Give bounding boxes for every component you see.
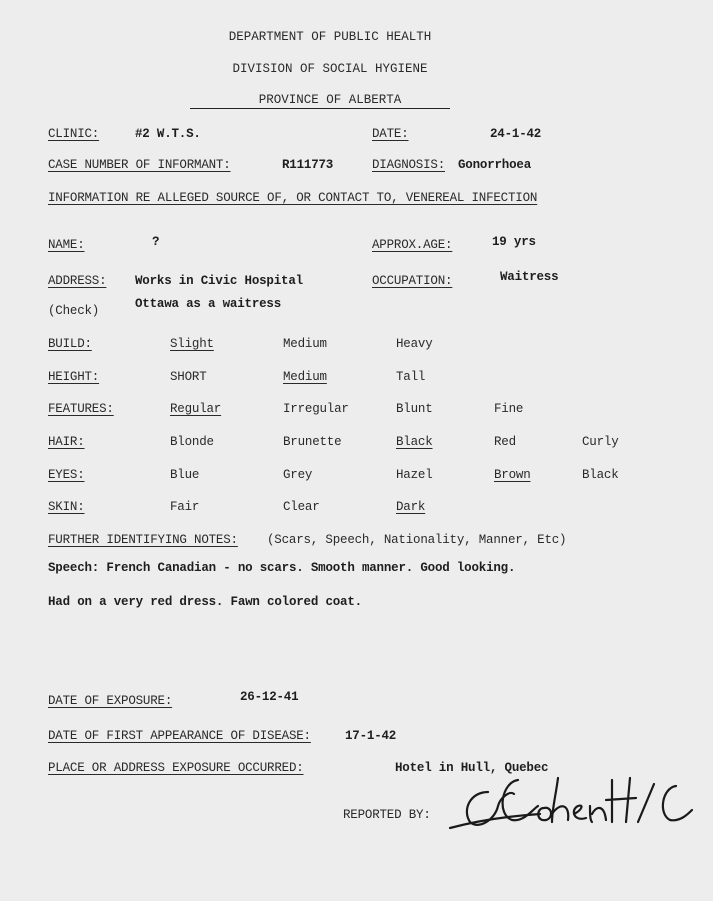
- occupation-label: OCCUPATION:: [372, 274, 453, 288]
- notes-label: FURTHER IDENTIFYING NOTES:: [48, 533, 238, 547]
- trait-option: Fine: [494, 402, 524, 416]
- trait-option: Fair: [170, 500, 200, 514]
- trait-option: Grey: [283, 468, 313, 482]
- clinic-label: CLINIC:: [48, 127, 100, 141]
- diagnosis-label: DIAGNOSIS:: [372, 158, 446, 172]
- trait-option: Clear: [283, 500, 320, 514]
- trait-label: FEATURES:: [48, 402, 114, 416]
- trait-option: Black: [582, 468, 619, 482]
- trait-option-selected: Dark: [396, 500, 426, 514]
- trait-label: HAIR:: [48, 435, 85, 449]
- trait-option: Brunette: [283, 435, 342, 449]
- diagnosis-value: Gonorrhoea: [458, 158, 532, 172]
- notes-hint: (Scars, Speech, Nationality, Manner, Etc): [267, 533, 567, 547]
- trait-option-selected: Black: [396, 435, 433, 449]
- trait-option: Heavy: [396, 337, 433, 351]
- first-appearance-label: DATE OF FIRST APPEARANCE OF DISEASE:: [48, 729, 311, 743]
- header-rule: [190, 108, 450, 109]
- case-label: CASE NUMBER OF INFORMANT:: [48, 158, 231, 172]
- info-heading: INFORMATION RE ALLEGED SOURCE OF, OR CONTACT TO, VENEREAL INFECTION: [48, 191, 538, 205]
- trait-option-selected: Regular: [170, 402, 222, 416]
- reported-by-label: REPORTED BY:: [343, 808, 431, 822]
- clinic-value: #2 W.T.S.: [135, 127, 201, 141]
- place-value: Hotel in Hull, Quebec: [395, 761, 549, 775]
- trait-option: Hazel: [396, 468, 433, 482]
- place-label: PLACE OR ADDRESS EXPOSURE OCCURRED:: [48, 761, 304, 775]
- trait-option: Medium: [283, 337, 327, 351]
- department-title: DEPARTMENT OF PUBLIC HEALTH: [228, 30, 432, 44]
- trait-option: Curly: [582, 435, 619, 449]
- trait-option-selected: Medium: [283, 370, 327, 384]
- trait-label: BUILD:: [48, 337, 92, 351]
- date-label: DATE:: [372, 127, 409, 141]
- trait-label: HEIGHT:: [48, 370, 100, 384]
- address-label: ADDRESS:: [48, 274, 107, 288]
- trait-option-selected: Brown: [494, 468, 531, 482]
- province-title: PROVINCE OF ALBERTA: [258, 93, 402, 107]
- exposure-value: 26-12-41: [240, 690, 299, 704]
- notes-line-1: Speech: French Canadian - no scars. Smooth manner. Good looking.: [48, 561, 516, 575]
- signature-image: [440, 770, 700, 840]
- age-value: 19 yrs: [492, 235, 536, 249]
- trait-option: Blonde: [170, 435, 214, 449]
- trait-option: Irregular: [283, 402, 349, 416]
- notes-line-2: Had on a very red dress. Fawn colored coat.: [48, 595, 362, 609]
- name-label: NAME:: [48, 238, 85, 252]
- trait-option: Tall: [396, 370, 426, 384]
- name-value: ?: [152, 235, 160, 249]
- occupation-value: Waitress: [500, 270, 559, 284]
- trait-option: Blue: [170, 468, 200, 482]
- date-value: 24-1-42: [490, 127, 542, 141]
- division-title: DIVISION OF SOCIAL HYGIENE: [232, 62, 428, 76]
- trait-label: EYES:: [48, 468, 85, 482]
- trait-option: SHORT: [170, 370, 207, 384]
- age-label: APPROX.AGE:: [372, 238, 453, 252]
- trait-label: SKIN:: [48, 500, 85, 514]
- check-label: (Check): [48, 304, 100, 318]
- trait-option-selected: Slight: [170, 337, 214, 351]
- address-value-2: Ottawa as a waitress: [135, 297, 282, 311]
- trait-option: Blunt: [396, 402, 433, 416]
- trait-option: Red: [494, 435, 516, 449]
- case-value: R111773: [282, 158, 334, 172]
- exposure-label: DATE OF EXPOSURE:: [48, 694, 173, 708]
- address-value-1: Works in Civic Hospital: [135, 274, 303, 288]
- first-appearance-value: 17-1-42: [345, 729, 397, 743]
